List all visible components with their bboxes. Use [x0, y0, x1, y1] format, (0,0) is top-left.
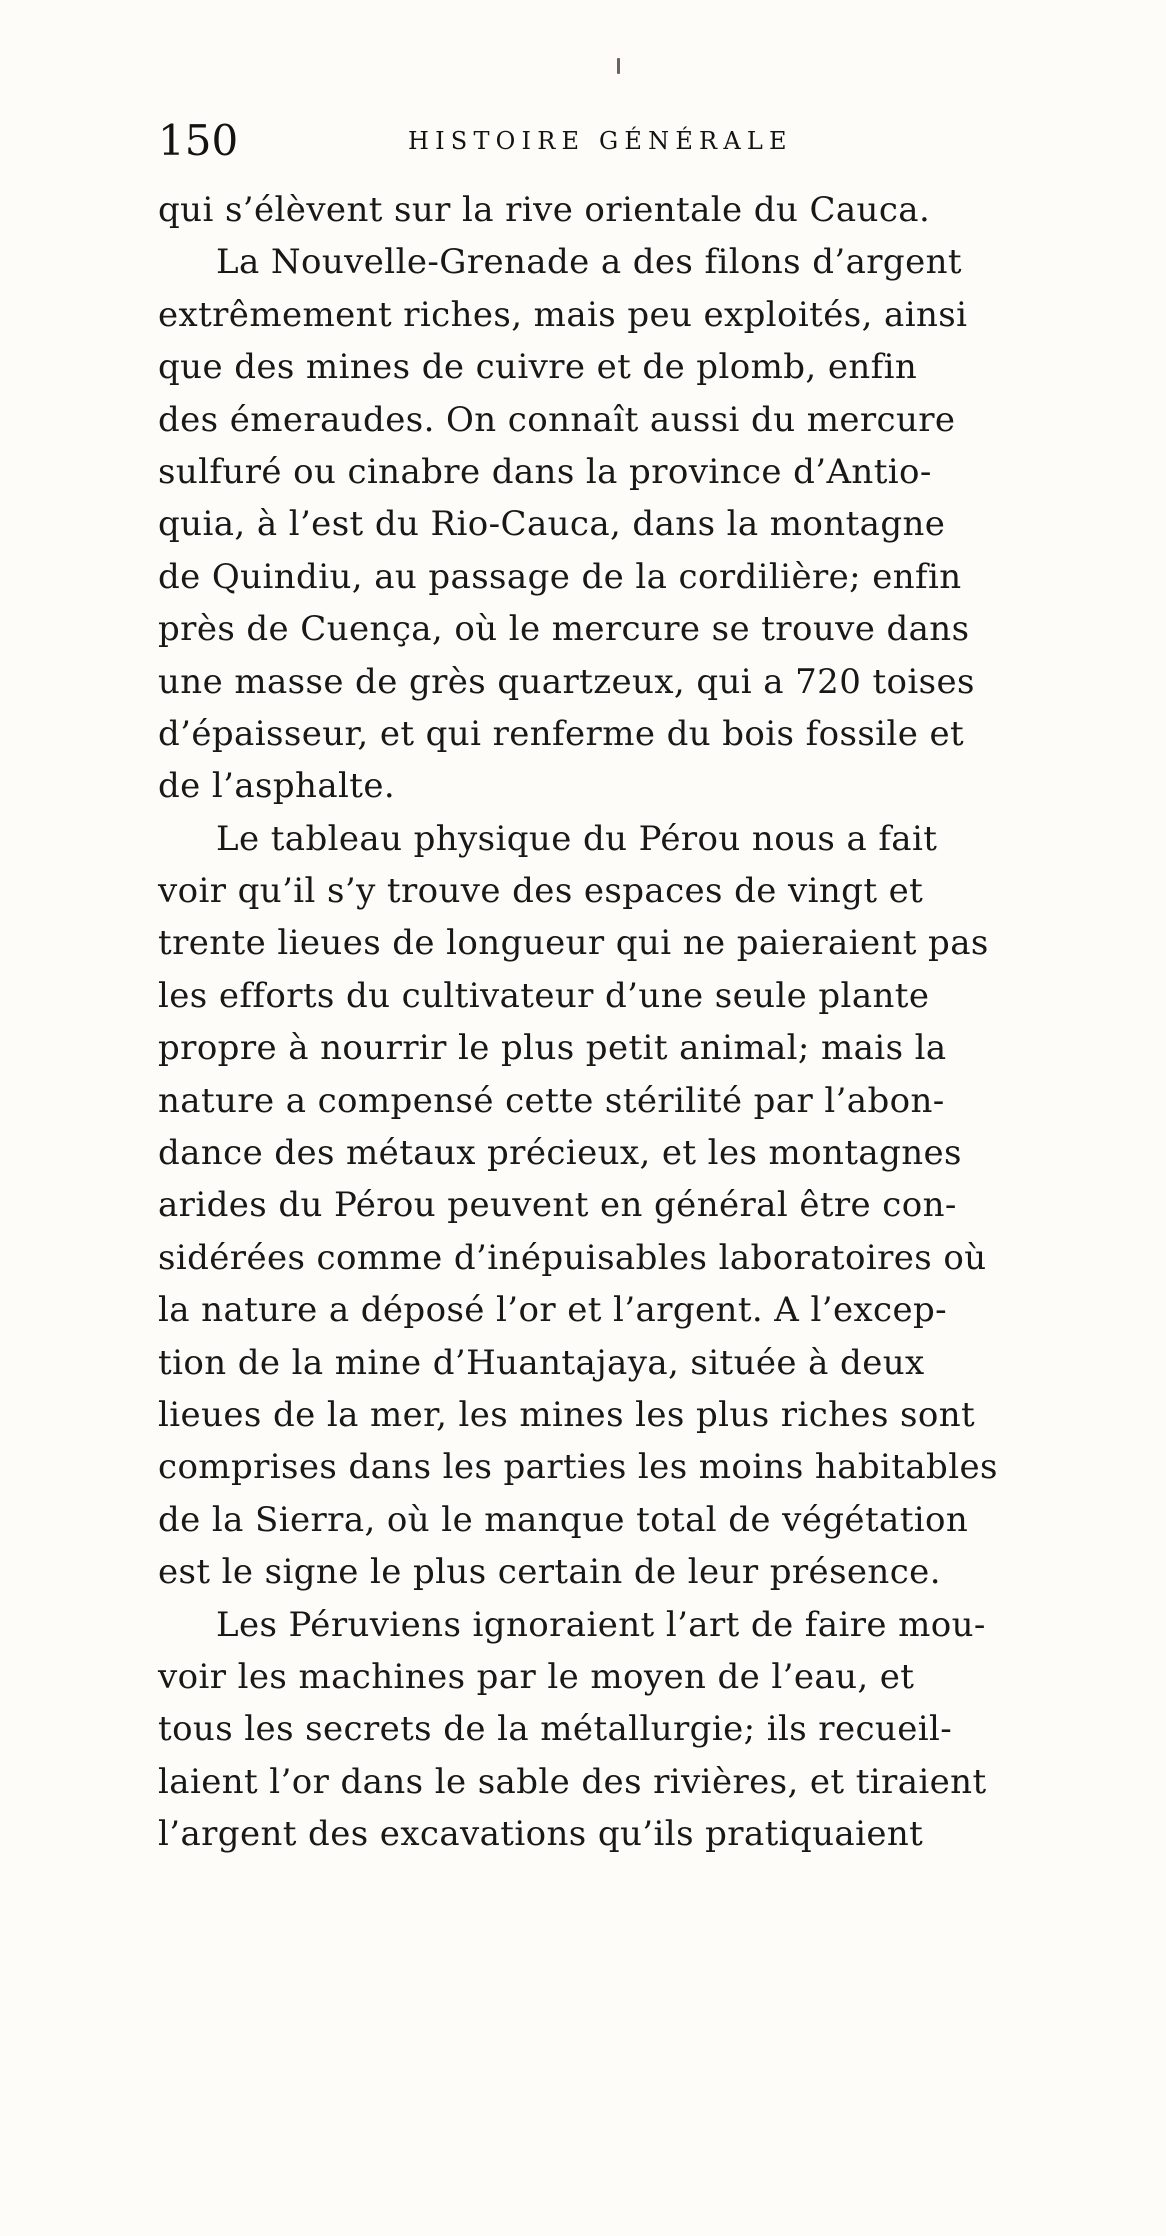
text-line: La Nouvelle-Grenade a des filons d’argent — [216, 242, 962, 283]
page-mark — [617, 58, 620, 74]
text-line: de l’asphalte. — [158, 766, 396, 807]
page-number: 150 — [158, 116, 239, 165]
text-line: est le signe le plus certain de leur présence. — [158, 1552, 941, 1593]
text-line: propre à nourrir le plus petit animal; mais la — [158, 1028, 947, 1069]
text-line: extrêmement riches, mais peu exploités, ainsi — [158, 294, 968, 335]
text-line: des émeraudes. On connaît aussi du mercure — [158, 399, 956, 440]
text-line: comprises dans les parties les moins habitables — [158, 1447, 998, 1488]
text-line: l’argent des excavations qu’ils pratiquaient — [158, 1814, 924, 1855]
text-line: nature a compensé cette stérilité par l’abon- — [158, 1080, 945, 1121]
text-line: arides du Pérou peuvent en général être con- — [158, 1185, 957, 1226]
text-line: dance des métaux précieux, et les montagnes — [158, 1133, 962, 1174]
text-line: trente lieues de longueur qui ne paieraient pas — [158, 923, 989, 964]
text-line: sidérées comme d’inépuisables laboratoires où — [158, 1237, 987, 1278]
text-line: Les Péruviens ignoraient l’art de faire mou- — [216, 1604, 986, 1645]
text-line: lieues de la mer, les mines les plus riches sont — [158, 1394, 976, 1435]
text-line: tion de la mine d’Huantajaya, située à deux — [158, 1342, 925, 1383]
text-line: qui s’élèvent sur la rive orientale du Cauca. — [158, 190, 931, 230]
text-line: quia, à l’est du Rio-Cauca, dans la montagne — [158, 504, 946, 545]
text-line: laient l’or dans le sable des rivières, et tiraient — [158, 1761, 987, 1802]
text-line: de Quindiu, au passage de la cordilière; enfin — [158, 556, 962, 597]
body-text — [158, 184, 1150, 1861]
running-title: HISTOIRE GÉNÉRALE — [408, 127, 793, 155]
text-line: voir qu’il s’y trouve des espaces de vingt et — [158, 871, 924, 912]
text-line: Le tableau physique du Pérou nous a fait — [216, 818, 938, 859]
text-line: près de Cuença, où le mercure se trouve dans — [158, 609, 970, 650]
page-header — [158, 118, 938, 164]
text-line: voir les machines par le moyen de l’eau, et — [158, 1656, 915, 1697]
text-line: que des mines de cuivre et de plomb, enfin — [158, 347, 918, 388]
text-line: les efforts du cultivateur d’une seule plante — [158, 975, 930, 1016]
text-line: une masse de grès quartzeux, qui a 720 toises — [158, 661, 975, 702]
text-line: sulfuré ou cinabre dans la province d’Antio- — [158, 451, 932, 492]
text-line: d’épaisseur, et qui renferme du bois fossile et — [158, 713, 965, 754]
text-line: la nature a déposé l’or et l’argent. A l’excep- — [158, 1290, 948, 1331]
text-line: de la Sierra, où le manque total de végétation — [158, 1499, 969, 1540]
text-line: tous les secrets de la métallurgie; ils recueil- — [158, 1709, 953, 1750]
